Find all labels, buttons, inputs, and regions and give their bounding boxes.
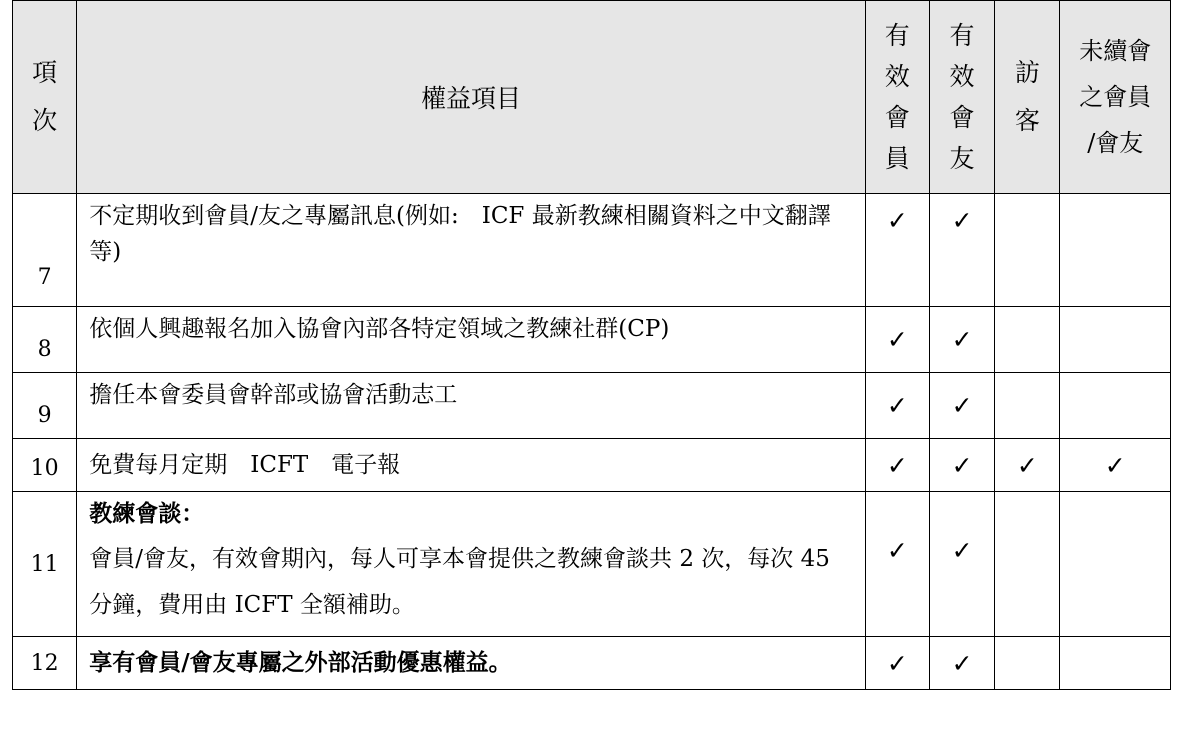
- benefit-description: 依個人興趣報名加入協會內部各特定領域之教練社群(CP): [77, 307, 865, 373]
- benefit-detail: 會員/會友，有效會期內，每人可享本會提供之教練會談共 2 次，每次 45 分鐘，費用由 ICFT 全額補助。: [89, 546, 830, 618]
- check-icon: ✓: [865, 307, 929, 373]
- empty-cell: [995, 307, 1060, 373]
- check-icon: ✓: [865, 637, 929, 690]
- header-benefit: 權益項目: [77, 1, 865, 194]
- table-row: [13, 637, 1171, 690]
- check-icon: ✓: [865, 194, 929, 307]
- check-icon: ✓: [929, 373, 994, 439]
- empty-cell: [995, 637, 1060, 690]
- benefit-description: [77, 492, 865, 637]
- table-row: [13, 307, 1171, 373]
- check-icon: ✓: [929, 439, 994, 492]
- empty-cell: [1060, 307, 1171, 373]
- empty-cell: [995, 492, 1060, 637]
- empty-cell: [995, 194, 1060, 307]
- empty-cell: [1060, 194, 1171, 307]
- table-row: [13, 373, 1171, 439]
- check-icon: ✓: [1060, 439, 1171, 492]
- check-icon: ✓: [929, 194, 994, 307]
- check-icon: ✓: [929, 307, 994, 373]
- check-icon: ✓: [929, 637, 994, 690]
- row-number: 10: [13, 439, 77, 492]
- empty-cell: [1060, 492, 1171, 637]
- header-row: [13, 1, 1171, 194]
- benefit-description: 不定期收到會員/友之專屬訊息(例如: ICF 最新教練相關資料之中文翻譯等): [77, 194, 865, 307]
- row-number: 8: [13, 307, 77, 373]
- table-row: [13, 439, 1171, 492]
- row-number: 12: [13, 637, 77, 690]
- row-number: 9: [13, 373, 77, 439]
- check-icon: ✓: [865, 439, 929, 492]
- check-icon: ✓: [865, 492, 929, 637]
- benefit-description: 免費每月定期 ICFT 電子報: [77, 439, 865, 492]
- header-active-friend: 有 效 會 友: [929, 1, 994, 194]
- header-item-no: 項 次: [13, 1, 77, 194]
- row-number: 7: [13, 194, 77, 307]
- check-icon: ✓: [995, 439, 1060, 492]
- benefit-description: 擔任本會委員會幹部或協會活動志工: [77, 373, 865, 439]
- table-row: [13, 194, 1171, 307]
- benefits-table: [12, 0, 1171, 690]
- empty-cell: [1060, 637, 1171, 690]
- check-icon: ✓: [929, 492, 994, 637]
- empty-cell: [1060, 373, 1171, 439]
- header-lapsed: 未續會 之會員 /會友: [1060, 1, 1171, 194]
- benefit-description: 享有會員/會友專屬之外部活動優惠權益。: [77, 637, 865, 690]
- table-row: [13, 492, 1171, 637]
- benefit-title: 教練會談：: [89, 500, 205, 527]
- empty-cell: [995, 373, 1060, 439]
- header-visitor: 訪 客: [995, 1, 1060, 194]
- header-active-member: 有 效 會 員: [865, 1, 929, 194]
- check-icon: ✓: [865, 373, 929, 439]
- row-number: 11: [13, 492, 77, 637]
